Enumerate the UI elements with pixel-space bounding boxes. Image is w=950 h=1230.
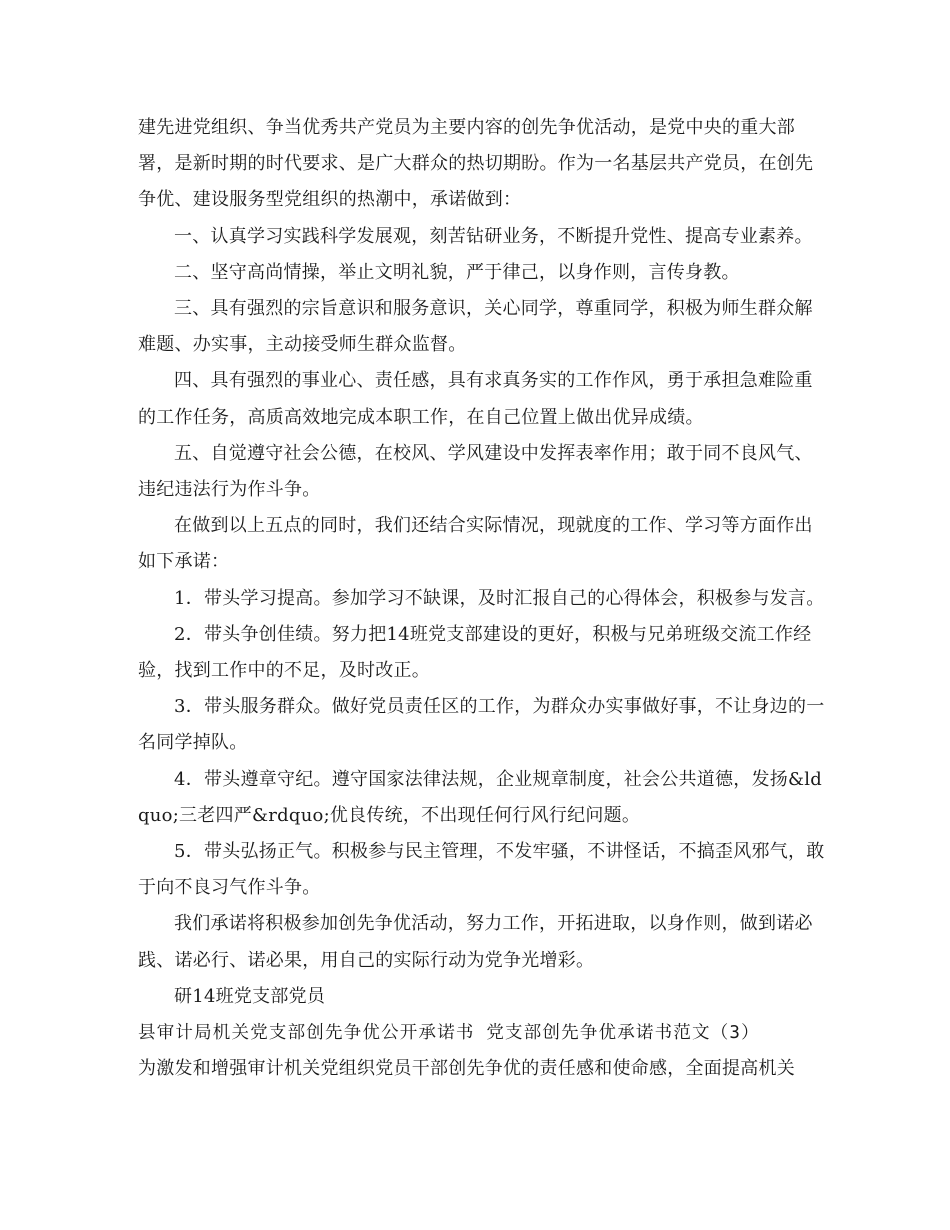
- promise-item-4: 4．带头遵章守纪。遵守国家法律法规，企业规章制度，社会公共道德，发扬&ldquo;三老四严&rdquo;优良传统，不出现任何行风行纪问题。: [138, 768, 823, 826]
- promise-item-2: 2．带头争创佳绩。努力把14班党支部建设的更好，积极与兄弟班级交流工作经验，找到工作中的不足，及时改正。: [138, 623, 812, 682]
- commitment-point-2: 二、坚守高尚情操，举止文明礼貌，严于律己，以身作则，言传身教。: [174, 261, 740, 283]
- commitment-point-1: 一、认真学习实践科学发展观，刻苦钻研业务，不断提升党性、提高专业素养。: [174, 225, 813, 247]
- promise-item-3: 3．带头服务群众。做好党员责任区的工作，为群众办实事做好事，不让身边的一名同学掉队。: [138, 696, 825, 754]
- transition-paragraph: 在做到以上五点的同时，我们还结合实际情况，现就度的工作、学习等方面作出如下承诺：: [138, 515, 813, 573]
- promise-item-1: 1．带头学习提高。参加学习不缺课，及时汇报自己的心得体会，积极参与发言。: [174, 587, 825, 609]
- intro-paragraph: 建先进党组织、争当优秀共产党员为主要内容的创先争优活动，是党中央的重大部署，是新时期的时代要求、是广大群众的热切期盼。作为一名基层共产党员，在创先争优、建设服务型党组织的热潮中，承诺做到：: [138, 117, 814, 211]
- document-body: [138, 110, 828, 1087]
- next-document-title: 县审计局机关党支部创先争优公开承诺书 党支部创先争优承诺书范文（3）: [138, 1023, 760, 1044]
- commitment-point-4: 四、具有强烈的事业心、责任感，具有求真务实的工作作风，勇于承担急难险重的工作任务，高质高效地完成本职工作，在自己位置上做出优异成绩。: [138, 370, 813, 428]
- commitment-point-5: 五、自觉遵守社会公德，在校风、学风建设中发挥表率作用；敢于同不良风气、违纪违法行为作斗争。: [138, 442, 813, 501]
- signature-line: 研14班党支部党员: [174, 985, 326, 1007]
- commitment-point-3: 三、具有强烈的宗旨意识和服务意识，关心同学，尊重同学，积极为师生群众解难题、办实事，主动接受师生群众监督。: [138, 298, 813, 356]
- promise-item-5: 5．带头弘扬正气。积极参与民主管理，不发牢骚，不讲怪话，不搞歪风邪气，敢于向不良习气作斗争。: [138, 841, 825, 899]
- next-document-intro: 为激发和增强审计机关党组织党员干部创先争优的责任感和使命感，全面提高机关: [138, 1058, 795, 1080]
- closing-paragraph: 我们承诺将积极参加创先争优活动，努力工作，开拓进取，以身作则，做到诺必践、诺必行、诺必果，用自己的实际行动为党争光增彩。: [138, 913, 813, 971]
